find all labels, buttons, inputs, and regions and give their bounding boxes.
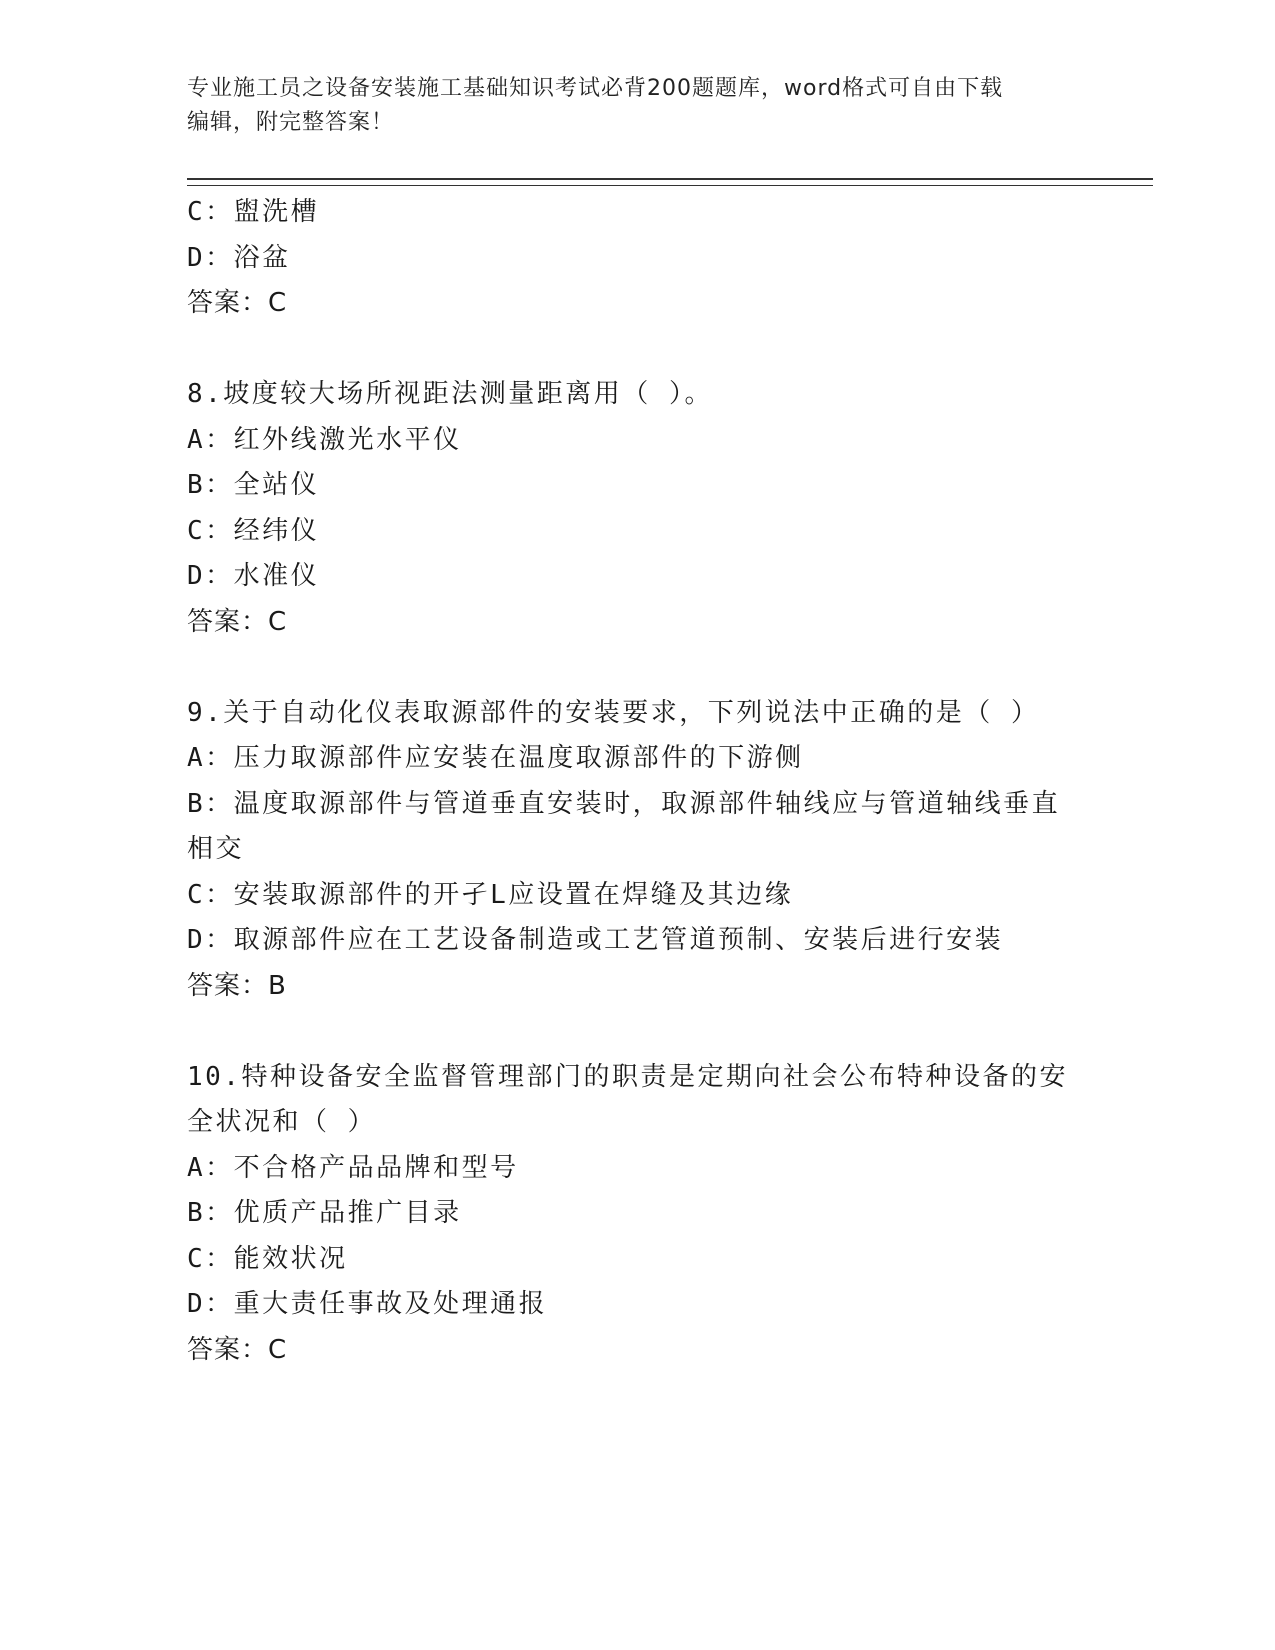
option-b: B：全站仪 <box>187 470 320 500</box>
question-9 <box>187 691 1087 1010</box>
option-c: C：盥洗槽 <box>187 197 320 227</box>
option-c: C：能效状况 <box>187 1243 348 1274</box>
option-d: D：水准仪 <box>187 561 320 591</box>
header-divider <box>187 178 1153 186</box>
option-c: C：安装取源部件的开孑L应设置在焊缝及其边缘 <box>187 879 794 910</box>
option-c: C：经纬仪 <box>187 515 320 546</box>
option-b: B：优质产品推广目录 <box>187 1198 462 1228</box>
question-10 <box>187 1055 1087 1374</box>
answer-line: 答案：C <box>187 606 288 637</box>
question-stem: 8.坡度较大场所视距法测量距离用（ ）。 <box>187 379 713 409</box>
spacer <box>187 1009 1087 1055</box>
question-stem-continued: 全状况和（ ） <box>187 1107 377 1137</box>
spacer <box>187 645 1087 691</box>
option-d: D：重大责任事故及处理通报 <box>187 1289 548 1319</box>
answer-line: 答案：C <box>187 1334 288 1365</box>
header-line-2: 编辑，附完整答案！ <box>187 110 395 135</box>
document-body <box>187 190 1087 1373</box>
previous-question-tail <box>187 190 1087 327</box>
option-a: A：压力取源部件应安装在温度取源部件的下游侧 <box>187 743 804 773</box>
option-d: D：取源部件应在工艺设备制造或工艺管道预制、安装后进行安装 <box>187 925 1004 955</box>
page-header <box>187 72 1087 140</box>
option-a: A：红外线激光水平仪 <box>187 424 462 455</box>
question-stem: 10.特种设备安全监督管理部门的职责是定期向社会公布特种设备的安 <box>187 1061 1068 1092</box>
question-stem: 9.关于自动化仪表取源部件的安装要求，下列说法中正确的是（ ） <box>187 697 1040 728</box>
header-line-1: 专业施工员之设备安装施工基础知识考试必背200题题库，word格式可自由下载 <box>187 76 1004 101</box>
option-a: A：不合格产品品牌和型号 <box>187 1152 519 1183</box>
option-d: D：浴盆 <box>187 242 291 273</box>
spacer <box>187 327 1087 373</box>
question-8 <box>187 372 1087 645</box>
option-b-continued: 相交 <box>187 834 245 864</box>
answer-line: 答案：C <box>187 288 288 318</box>
option-b: B：温度取源部件与管道垂直安装时，取源部件轴线应与管道轴线垂直 <box>187 788 1061 819</box>
answer-line: 答案：B <box>187 970 287 1001</box>
